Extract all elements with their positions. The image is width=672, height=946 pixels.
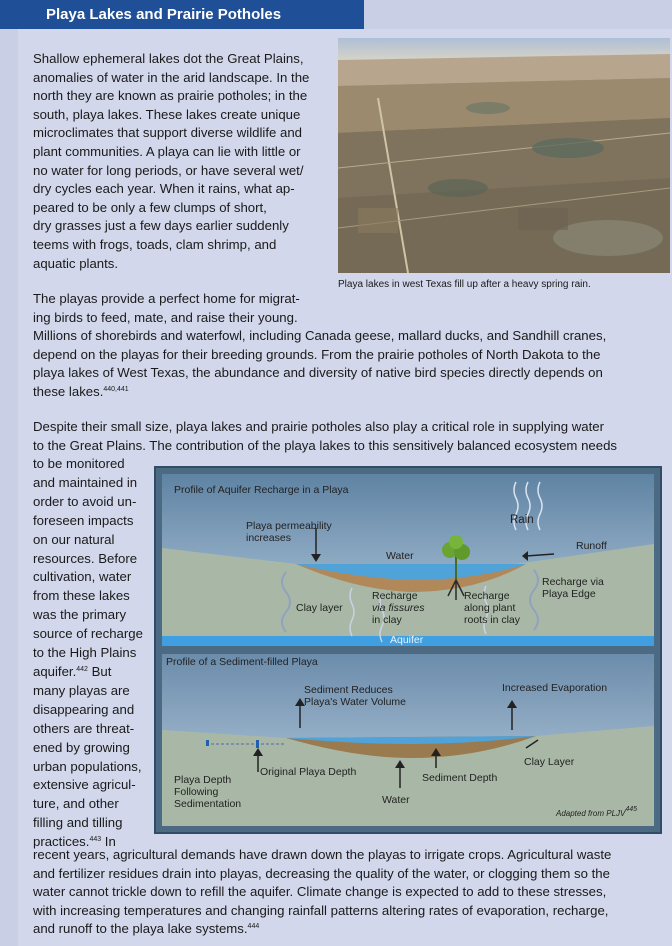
label-line: Recharge (464, 590, 510, 602)
section-title: Playa Lakes and Prairie Potholes (46, 6, 282, 23)
text-line: disappearing and (33, 701, 135, 717)
text-line: order to avoid un- (33, 493, 137, 509)
label-water-2: Water (382, 794, 410, 806)
label-aquifer: Aquifer (390, 634, 424, 646)
credit-text: Adapted from PLJV (556, 809, 626, 818)
text-line: with increasing temperatures and changing rainfall patterns altering rates of evaporation, recharge, (33, 902, 609, 918)
text-span: aquifer. (33, 663, 77, 679)
label-line: increases (246, 532, 291, 544)
text-line: filling and tilling (33, 815, 123, 831)
text-line: urban populations, (33, 758, 142, 774)
label-line: Sediment Reduces (304, 684, 393, 696)
text-line (33, 663, 155, 682)
text-line: water cannot trickle down to refill the aquifer. Climate change is expected to add to these stresses, (33, 884, 607, 900)
text-line: ing birds to feed, mate, and raise their young. (33, 309, 298, 325)
text-line: from these lakes (33, 588, 130, 604)
text-line (33, 920, 669, 939)
label-increased-evaporation: Increased Evaporation (502, 682, 608, 694)
text-line: many playas are (33, 682, 130, 698)
text-line: north they are known as prairie potholes; in the (33, 88, 308, 104)
text-line: aquatic plants. (33, 255, 119, 271)
text-line: Despite their small size, playa lakes and prairie potholes also play a critical role in supplying water (33, 419, 605, 434)
label-playa-depth (174, 774, 241, 810)
label-line: in clay (372, 614, 402, 626)
text-line: peared to be only a few clumps of short, (33, 199, 267, 215)
text-line: was the primary (33, 607, 127, 623)
footnote-ref: 443 (89, 836, 102, 844)
text-line: foreseen impacts (33, 512, 134, 528)
text-line (33, 383, 663, 402)
recharge-paragraph-end (33, 846, 669, 939)
text-line: The playas provide a perfect home for migrat- (33, 291, 300, 306)
diagram-bottom-title: Profile of a Sediment-filled Playa (166, 656, 318, 668)
photo-caption: Playa lakes in west Texas fill up after a heavy spring rain. (338, 279, 591, 290)
text-line: and fertilizer residues drain into playas, decreasing the quality of the water, or clogging them so the (33, 865, 610, 881)
text-line: on our natural (33, 531, 115, 547)
text-span: But (87, 663, 112, 679)
label-line: roots in clay (464, 614, 521, 626)
text-line: anomalies of water in the arid landscape. In the (33, 69, 310, 85)
birds-paragraph (33, 290, 663, 402)
label-line: Recharge (372, 590, 418, 602)
playa-recharge-diagram (154, 466, 662, 834)
label-line: Playa Depth (174, 774, 232, 786)
text-line: Millions of shorebirds and waterfowl, including Canada geese, mallard ducks, and Sandhill cranes, (33, 328, 607, 344)
footnote-ref: 440,441 (103, 385, 129, 393)
label-line: Sedimentation (174, 798, 242, 810)
label-line: Playa permeability (246, 520, 332, 532)
diagram-top-title: Profile of Aquifer Recharge in a Playa (174, 484, 349, 496)
label-line: Following (174, 786, 219, 798)
text-line: south, playa lakes. These lakes create unique (33, 106, 301, 122)
label-original-depth: Original Playa Depth (260, 766, 357, 778)
label-line: Recharge via (542, 576, 604, 588)
text-line: depend on the playas for their breeding grounds. From the prairie potholes of North Dakota to the (33, 346, 601, 362)
text-line: dry grasses just a few days earlier suddenly (33, 218, 289, 234)
intro-paragraph (33, 50, 309, 273)
text-line: to the High Plains (33, 645, 137, 661)
label-water: Water (386, 550, 414, 562)
text-line: extensive agricul- (33, 777, 136, 793)
label-sediment-depth: Sediment Depth (422, 772, 498, 784)
label-line: Playa's Water Volume (304, 696, 406, 708)
text-line: to be monitored (33, 456, 125, 471)
text-line: playa lakes of West Texas, the abundance and diversity of native bird species directly depends on (33, 365, 603, 381)
text-line: resources. Before (33, 550, 138, 566)
text-line: others are threat- (33, 720, 135, 736)
label-clay-layer-2: Clay Layer (524, 756, 575, 768)
label-line: via fissures (372, 602, 425, 614)
footnote-ref: 445 (625, 806, 638, 813)
text-line: plant communities. A playa can lie with little or (33, 143, 301, 159)
label-line: along plant (464, 602, 516, 614)
text-line: microclimates that support diverse wildlife and (33, 125, 302, 141)
text-line: ened by growing (33, 739, 130, 755)
text-span: practices. (33, 834, 90, 850)
label-recharge-fissures (372, 590, 425, 626)
label-clay-layer: Clay layer (296, 602, 343, 614)
text-line: teems with frogs, toads, clam shrimp, and (33, 236, 277, 252)
label-recharge-edge (542, 576, 604, 600)
label-rain: Rain (510, 514, 534, 526)
footnote-ref: 442 (76, 665, 88, 673)
text-span: these lakes. (33, 383, 104, 399)
label-runoff: Runoff (576, 540, 607, 552)
text-line: to the Great Plains. The contribution of the playa lakes to this sensitively balanced ecosystem needs (33, 437, 617, 453)
text-line: source of recharge (33, 626, 143, 642)
text-line: and maintained in (33, 474, 138, 490)
text-line: cultivation, water (33, 569, 132, 585)
recharge-paragraph (33, 418, 669, 455)
aerial-photo-playa-lakes (338, 38, 670, 273)
text-span: and runoff to the playa lake systems. (33, 921, 248, 937)
text-line: no water for long periods, or have several wet/ (33, 162, 304, 178)
text-line: Shallow ephemeral lakes dot the Great Plains, (33, 51, 304, 66)
label-sediment-reduces (304, 684, 406, 708)
text-span: In (101, 834, 116, 850)
footnote-ref: 444 (247, 923, 260, 931)
label-recharge-roots (464, 590, 520, 626)
label-permeability (246, 520, 332, 544)
text-line: recent years, agricultural demands have drawn down the playas to irrigate crops. Agricultural waste (33, 847, 612, 862)
section-title-bar (0, 0, 364, 29)
diagram-credit (556, 808, 637, 820)
text-line: dry cycles each year. When it rains, what ap- (33, 181, 295, 197)
label-line: Playa Edge (542, 588, 596, 600)
recharge-paragraph-column (33, 455, 155, 852)
text-line: ture, and other (33, 796, 119, 812)
